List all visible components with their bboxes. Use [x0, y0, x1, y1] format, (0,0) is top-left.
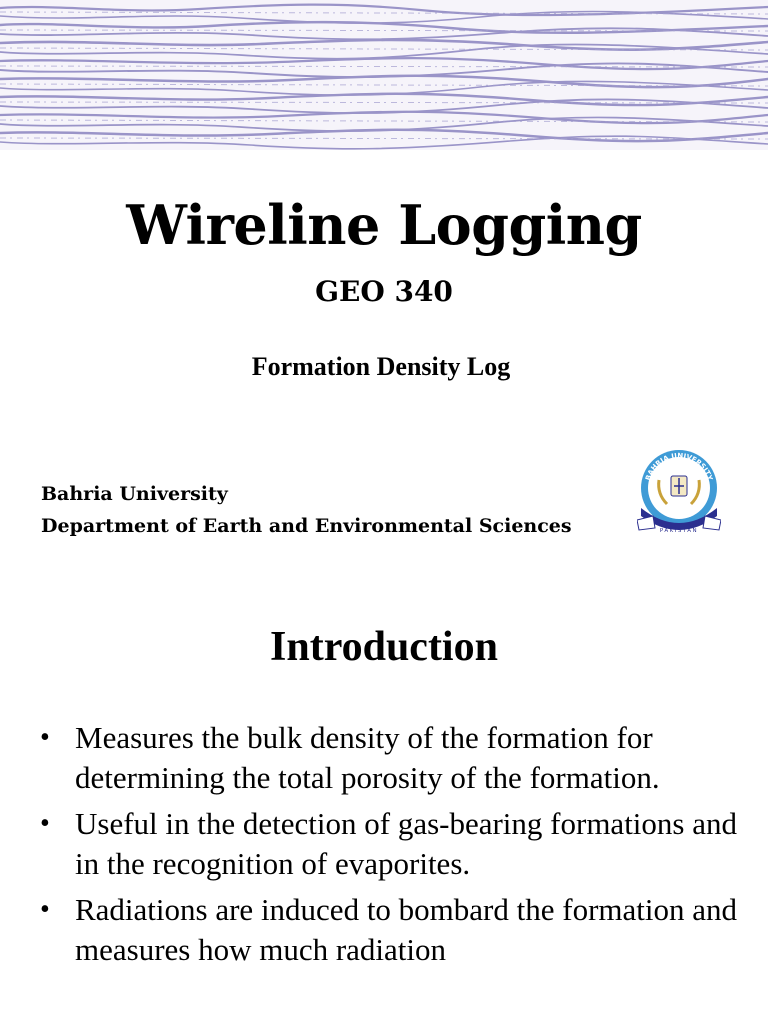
bullet-text: Radiations are induced to bombard the formation and measures how much radiation [75, 892, 738, 967]
university-name: Bahria University [41, 483, 228, 505]
institution-block [41, 478, 572, 542]
slide-title: Wireline Logging [126, 193, 642, 257]
logo-bottom-text: PAKISTAN [659, 528, 699, 534]
bullet-marker: • [40, 894, 50, 925]
department-name: Department of Earth and Environmental Sciences [41, 515, 572, 537]
bullet-list [40, 718, 740, 976]
slide-subtitle: Formation Density Log [251, 352, 511, 381]
section-heading: Introduction [270, 624, 498, 670]
list-item [40, 890, 740, 970]
bahria-university-seal-icon [637, 446, 721, 536]
bullet-marker: • [40, 808, 50, 839]
university-logo [637, 446, 721, 536]
list-item [40, 804, 740, 884]
bullet-text: Useful in the detection of gas-bearing formations and in the recognition of evaporites. [75, 806, 737, 881]
course-code: GEO 340 [315, 275, 453, 308]
seismic-texture-icon [0, 0, 768, 150]
logo-top-text: BAHRIA UNIVERSITY [644, 451, 714, 482]
seismic-banner [0, 0, 768, 150]
bullet-marker: • [40, 722, 50, 753]
list-item [40, 718, 740, 798]
bullet-text: Measures the bulk density of the formation for determining the total porosity of the formation. [75, 720, 660, 795]
